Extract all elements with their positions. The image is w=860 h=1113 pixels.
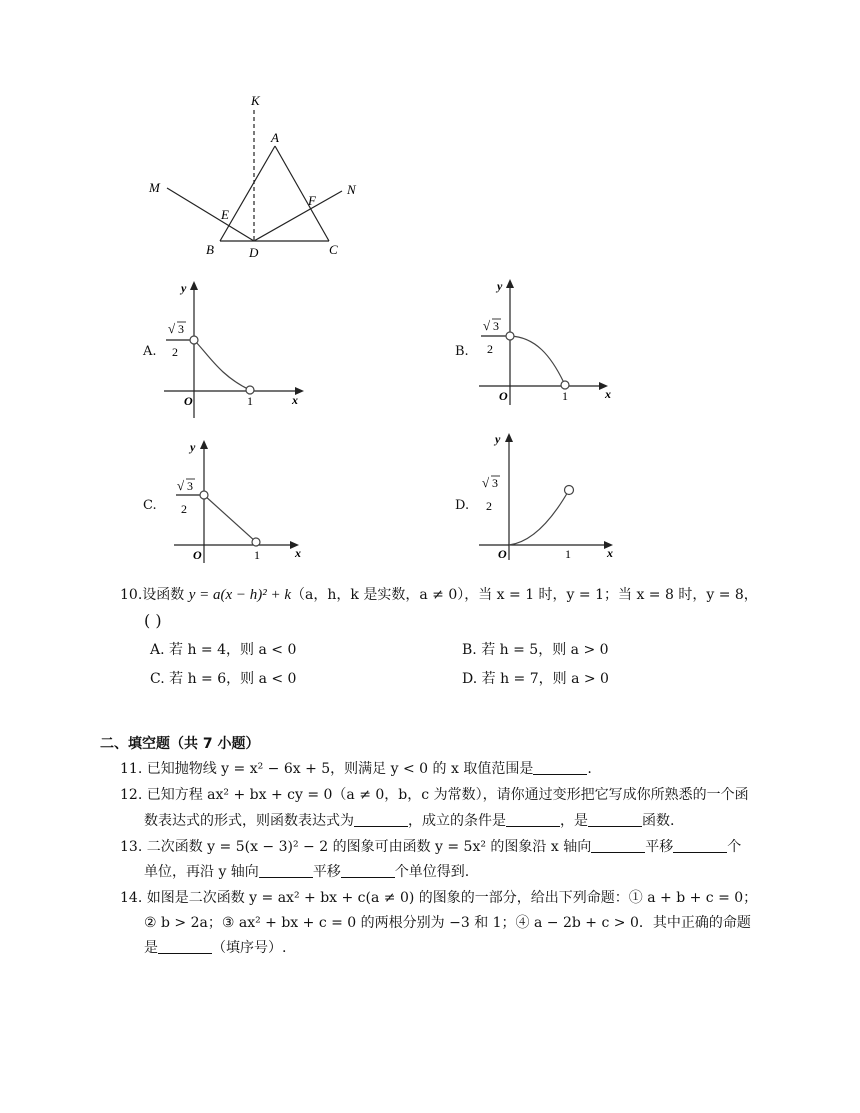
svg-text:x: x bbox=[295, 546, 301, 560]
q12-blank-2[interactable] bbox=[506, 812, 560, 827]
svg-text:O: O bbox=[499, 389, 508, 403]
graph-c-label: C. bbox=[143, 498, 157, 513]
svg-text:O: O bbox=[184, 394, 193, 408]
q13-blank-3[interactable] bbox=[259, 863, 313, 878]
label-a: A bbox=[271, 130, 279, 145]
line-ab bbox=[220, 146, 275, 241]
question-10-paren: ( ) bbox=[144, 611, 162, 630]
svg-text:3: 3 bbox=[178, 322, 184, 336]
question-12: 12. 已知方程 ax² + bx + cy = 0（a ≠ 0，b，c 为常数），请你通过变形把它写成你所熟悉的一个函 bbox=[120, 787, 749, 803]
svg-text:x: x bbox=[605, 387, 611, 401]
svg-text:3: 3 bbox=[187, 479, 193, 493]
curve-b bbox=[510, 336, 565, 385]
svg-text:√: √ bbox=[177, 478, 185, 493]
svg-text:O: O bbox=[498, 547, 507, 561]
svg-text:2: 2 bbox=[172, 345, 178, 359]
q12-blank-3[interactable] bbox=[588, 812, 642, 827]
svg-text:3: 3 bbox=[493, 319, 499, 333]
svg-text:2: 2 bbox=[181, 502, 187, 516]
svg-text:√: √ bbox=[483, 318, 491, 333]
graph-c bbox=[170, 435, 310, 565]
curve-d bbox=[509, 490, 569, 545]
svg-text:2: 2 bbox=[487, 342, 493, 356]
svg-text:2: 2 bbox=[486, 499, 492, 513]
label-e: E bbox=[221, 207, 229, 222]
q13-blank-2[interactable] bbox=[673, 838, 727, 853]
question-14: 14. 如图是二次函数 y = ax² + bx + c(a ≠ 0) 的图象的一部分，给出下列命题：① a + b + c = 0； bbox=[120, 890, 758, 906]
line-md bbox=[167, 188, 254, 241]
q10-formula: y = a(x − h)² + k bbox=[188, 587, 292, 603]
q14-blank[interactable] bbox=[158, 939, 212, 954]
svg-text:x: x bbox=[292, 393, 298, 407]
label-d: D bbox=[249, 245, 259, 260]
graph-a bbox=[160, 280, 310, 420]
label-m: M bbox=[149, 180, 160, 195]
label-b: B bbox=[206, 242, 214, 257]
svg-text:√: √ bbox=[482, 475, 490, 490]
svg-text:1: 1 bbox=[565, 547, 571, 561]
svg-text:y: y bbox=[190, 440, 196, 454]
graph-d-label: D. bbox=[455, 498, 470, 513]
q10-option-a: A. 若 h = 4，则 a < 0 bbox=[150, 642, 297, 658]
svg-text:1: 1 bbox=[562, 389, 568, 403]
q13-blank-4[interactable] bbox=[341, 863, 395, 878]
svg-text:3: 3 bbox=[492, 476, 498, 490]
graph-d bbox=[475, 430, 620, 565]
question-12-line2: 数表达式的形式，则函数表达式为 ，成立的条件是 ，是 函数. bbox=[144, 813, 675, 829]
question-10: 10.设函数 y = a(x − h)² + k（a，h，k 是实数，a ≠ 0），当 x = 1 时，y = 1；当 x = 8 时，y = 8， bbox=[120, 587, 758, 603]
q12-blank-1[interactable] bbox=[354, 812, 408, 827]
section-title: 二、填空题（共 7 小题） bbox=[100, 736, 260, 752]
question-13-line2: 单位，再沿 y 轴向 平移 个单位得到. bbox=[144, 864, 470, 880]
graph-b-label: B. bbox=[455, 344, 469, 359]
q10-option-d: D. 若 h = 7，则 a > 0 bbox=[462, 671, 609, 687]
svg-text:1: 1 bbox=[247, 394, 253, 408]
q13-blank-1[interactable] bbox=[591, 838, 645, 853]
q10-option-b: B. 若 h = 5，则 a > 0 bbox=[462, 642, 609, 658]
question-14-line2: ② b > 2a；③ ax² + bx + c = 0 的两根分别为 −3 和 1；④ a − 2b + c > 0．其中正确的命题 bbox=[144, 915, 751, 931]
svg-text:O: O bbox=[193, 548, 202, 562]
label-n: N bbox=[347, 182, 356, 197]
label-f: F bbox=[308, 193, 316, 208]
svg-text:√: √ bbox=[168, 321, 176, 336]
question-11: 11. 已知抛物线 y = x² − 6x + 5，则满足 y < 0 的 x 取值范围是 . bbox=[120, 761, 592, 777]
svg-text:y: y bbox=[495, 432, 501, 446]
curve-a bbox=[194, 340, 250, 390]
svg-text:y: y bbox=[181, 281, 187, 295]
q11-blank[interactable] bbox=[533, 760, 587, 775]
segment-c bbox=[204, 495, 256, 542]
label-k: K bbox=[251, 93, 260, 108]
line-dn bbox=[254, 191, 342, 241]
triangle-figure bbox=[140, 88, 380, 268]
question-13: 13. 二次函数 y = 5(x − 3)² − 2 的图象可由函数 y = 5x² 的图象沿 x 轴向 平移 个 bbox=[120, 839, 742, 855]
question-14-line3: 是 （填序号）. bbox=[144, 940, 287, 956]
svg-text:x: x bbox=[607, 546, 613, 560]
svg-text:1: 1 bbox=[254, 548, 260, 562]
line-ac bbox=[275, 146, 329, 241]
graph-b bbox=[475, 277, 625, 417]
label-c: C bbox=[329, 242, 338, 257]
svg-text:y: y bbox=[497, 279, 503, 293]
graph-a-label: A. bbox=[143, 344, 157, 359]
q10-option-c: C. 若 h = 6，则 a < 0 bbox=[150, 671, 297, 687]
